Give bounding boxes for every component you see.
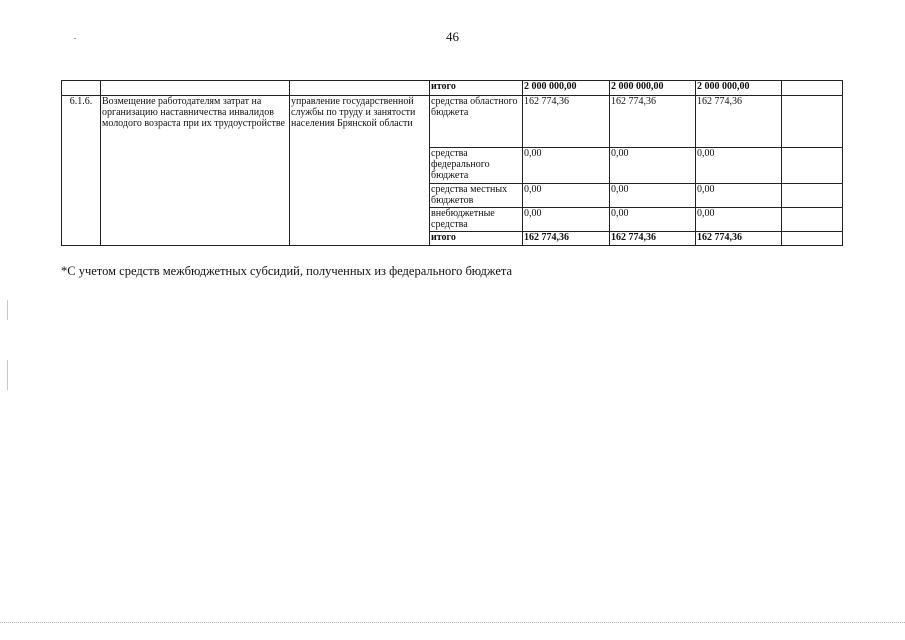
funding-source: средства областного бюджета — [430, 96, 523, 148]
item-code: 6.1.6. — [62, 96, 101, 246]
funding-value: 0,00 — [523, 208, 610, 232]
item-executor: управление государственной службы по труду и занятости населения Брянской области — [290, 96, 430, 246]
empty-cell — [101, 81, 290, 96]
scan-margin-line — [7, 360, 8, 390]
funding-value: 0,00 — [610, 208, 696, 232]
total-value: 2 000 000,00 — [610, 81, 696, 96]
page-number: 46 — [446, 29, 459, 44]
total-label: итого — [430, 232, 523, 246]
item-name: Возмещение работодателям затрат на организацию наставничества инвалидов молодого возраста при их трудоустройстве — [101, 96, 290, 246]
total-value: 2 000 000,00 — [523, 81, 610, 96]
empty-cell — [62, 81, 101, 96]
funding-value: 162 774,36 — [696, 96, 782, 148]
budget-table — [61, 80, 843, 246]
total-label: итого — [430, 81, 523, 96]
scan-margin-line — [7, 300, 8, 320]
funding-value: 0,00 — [523, 184, 610, 208]
funding-value: 162 774,36 — [523, 96, 610, 148]
funding-value: 0,00 — [696, 184, 782, 208]
empty-cell — [782, 208, 843, 232]
funding-value: 0,00 — [610, 184, 696, 208]
funding-value: 0,00 — [610, 148, 696, 184]
funding-source: средства местных бюджетов — [430, 184, 523, 208]
empty-cell — [782, 232, 843, 246]
total-value: 162 774,36 — [696, 232, 782, 246]
funding-row — [62, 96, 843, 148]
empty-cell — [782, 81, 843, 96]
funding-source: внебюджетные средства — [430, 208, 523, 232]
footnote: *С учетом средств межбюджетных субсидий, полученных из федерального бюджета — [61, 264, 513, 278]
funding-source: средства федерального бюджета — [430, 148, 523, 184]
total-value: 162 774,36 — [523, 232, 610, 246]
funding-value: 0,00 — [696, 148, 782, 184]
scan-bottom-edge — [0, 622, 905, 624]
top-total-row — [62, 81, 843, 96]
funding-value: 162 774,36 — [610, 96, 696, 148]
empty-cell — [290, 81, 430, 96]
total-value: 2 000 000,00 — [696, 81, 782, 96]
funding-value: 0,00 — [523, 148, 610, 184]
empty-cell — [782, 96, 843, 148]
scan-speck — [74, 38, 76, 39]
empty-cell — [782, 148, 843, 184]
funding-value: 0,00 — [696, 208, 782, 232]
empty-cell — [782, 184, 843, 208]
total-value: 162 774,36 — [610, 232, 696, 246]
